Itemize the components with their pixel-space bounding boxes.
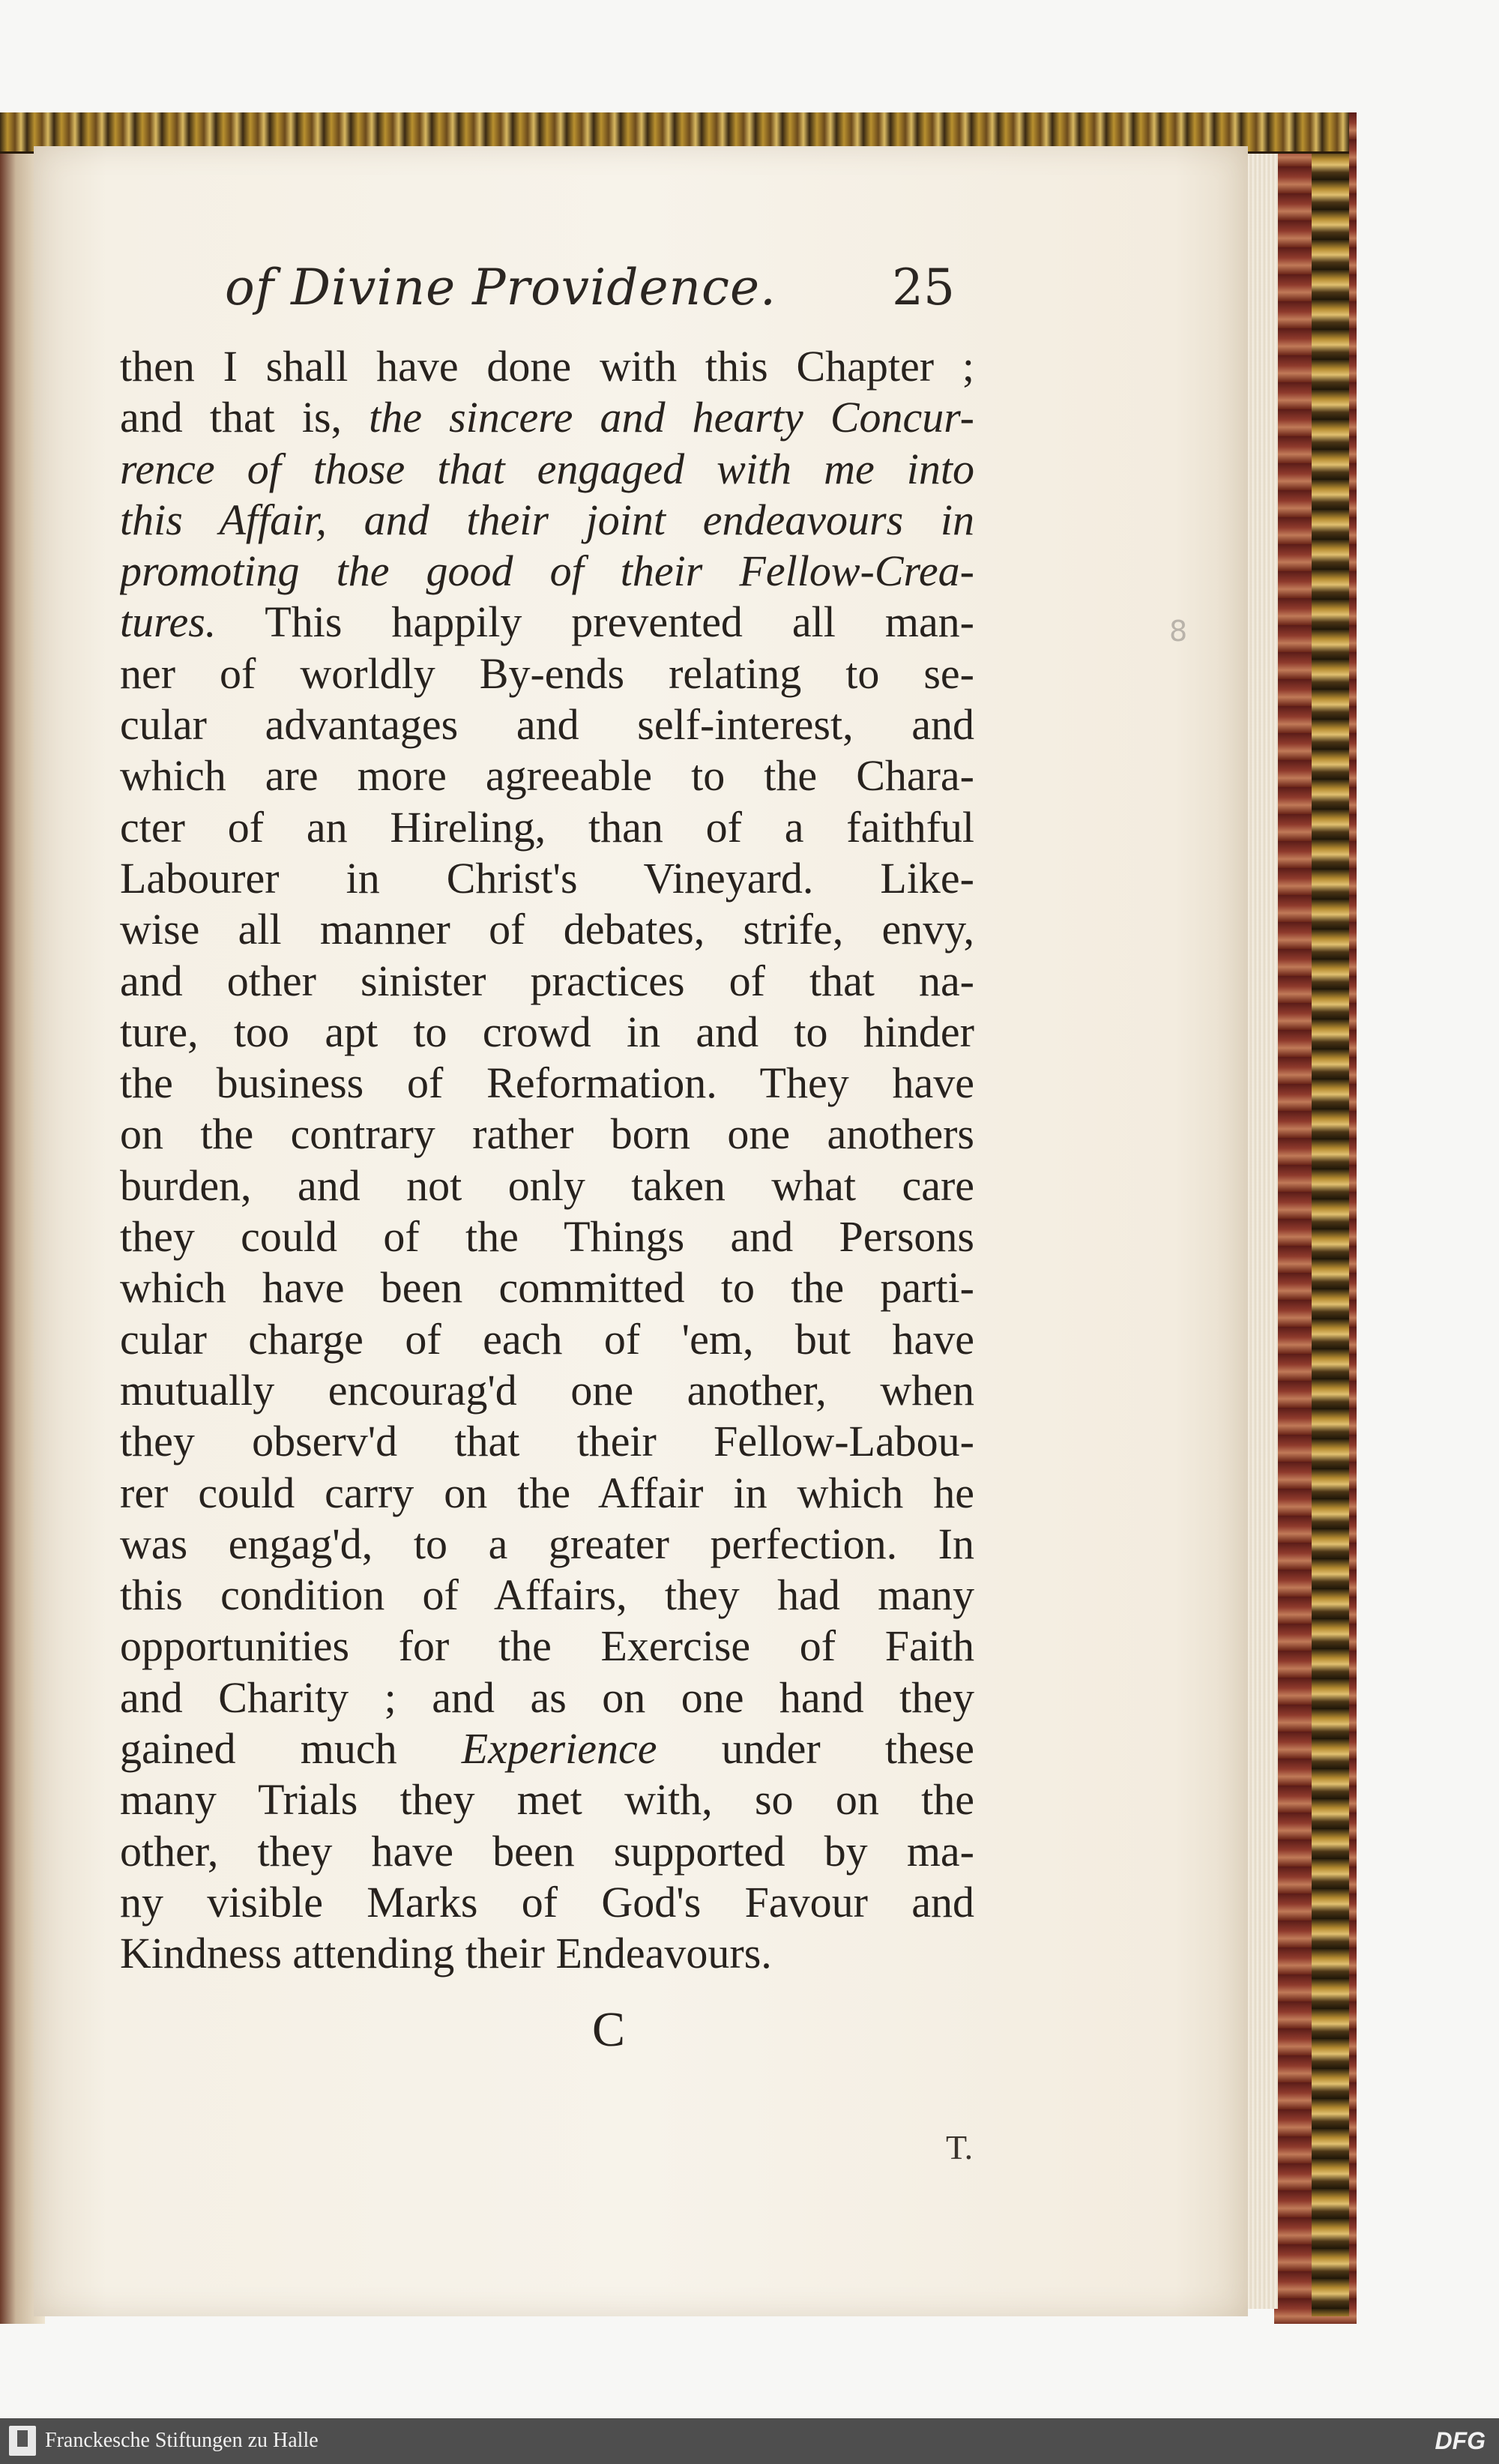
text-line — [120, 699, 974, 750]
text-line — [120, 802, 974, 853]
text-run: ny visible Marks of God's Favour and — [120, 1877, 974, 1927]
text-line — [120, 1262, 974, 1313]
text-line — [120, 1007, 974, 1058]
text-run: cular charge of each of 'em, but have — [120, 1314, 974, 1364]
italic-run: promoting the good of their Fellow-Crea- — [120, 546, 974, 596]
text-run: they could of the Things and Persons — [120, 1212, 974, 1262]
text-line — [120, 1621, 974, 1672]
text-line — [120, 1468, 974, 1519]
text-run: ner of worldly By-ends relating to se- — [120, 648, 974, 698]
italic-run: this Affair, and their joint endeavours in — [120, 495, 974, 544]
text-run: and Charity ; and as on one hand they — [120, 1672, 974, 1722]
footer-institution: Franckesche Stiftungen zu Halle — [45, 2429, 319, 2452]
text-run: wise all manner of debates, strife, envy, — [120, 905, 974, 954]
text-line — [120, 1877, 974, 1928]
page-number: 25 — [892, 259, 955, 316]
text-line — [120, 444, 974, 495]
text-run: they observ'd that their Fellow-Labou- — [120, 1417, 974, 1466]
text-run: on the contrary rather born one anothers — [120, 1109, 974, 1159]
text-run: This happily prevented all man- — [216, 597, 974, 647]
text-run: which have been committed to the parti- — [120, 1263, 974, 1313]
text-run: under these — [657, 1724, 974, 1774]
text-line — [120, 597, 974, 648]
text-run: cter of an Hireling, than of a faithful — [120, 802, 974, 852]
text-line — [120, 1058, 974, 1109]
institution-logo-icon — [9, 2426, 36, 2456]
text-line — [120, 546, 974, 597]
text-line — [120, 1519, 974, 1570]
signature-mark: C — [592, 2002, 626, 2057]
italic-run: Experience — [461, 1724, 657, 1774]
text-line — [120, 1160, 974, 1211]
body-text — [120, 341, 974, 1980]
page-fore-edge — [1244, 150, 1278, 2309]
bottom-margin-mark: T. — [946, 2128, 974, 2166]
text-line — [120, 1723, 974, 1774]
text-line — [120, 1672, 974, 1723]
text-line — [120, 392, 974, 443]
text-line — [120, 750, 974, 801]
text-line — [120, 1416, 974, 1467]
text-run: gained much — [120, 1724, 462, 1774]
text-run: burden, and not only taken what care — [120, 1160, 974, 1210]
italic-run: the sincere and hearty Concur- — [369, 393, 974, 442]
text-run: and other sinister practices of that na- — [120, 956, 974, 1005]
text-line — [120, 1826, 974, 1877]
pencil-annotation: 8 — [1169, 615, 1188, 648]
text-run: then I shall have done with this Chapter ; — [120, 342, 974, 391]
text-line — [120, 341, 974, 392]
text-line — [120, 956, 974, 1007]
text-line — [120, 1365, 974, 1416]
gilt-ornament-border — [1312, 120, 1349, 2316]
text-line — [120, 904, 974, 955]
text-run: and that is, — [120, 393, 370, 442]
italic-run: rence of those that engaged with me into — [120, 444, 974, 493]
text-run: cular advantages and self-interest, and — [120, 700, 974, 750]
text-run: the business of Reformation. They have — [120, 1058, 974, 1108]
text-line — [120, 495, 974, 546]
text-run: ture, too apt to crowd in and to hinder — [120, 1007, 974, 1056]
text-run: Kindness attending their Endeavours. — [120, 1929, 772, 1978]
text-run: rer could carry on the Affair in which he — [120, 1468, 974, 1517]
italic-run: tures. — [120, 597, 217, 647]
text-line — [120, 1928, 974, 1979]
text-line — [120, 1211, 974, 1262]
dfg-logo: DFG — [1435, 2427, 1486, 2454]
text-line — [120, 1774, 974, 1825]
text-run: this condition of Affairs, they had many — [120, 1570, 974, 1620]
text-run: many Trials they met with, so on the — [120, 1775, 974, 1825]
running-title: of Divine Providence. — [225, 259, 777, 316]
text-line — [120, 1109, 974, 1160]
text-run: mutually encourag'd one another, when — [120, 1365, 974, 1415]
text-run: was engag'd, to a greater perfection. In — [120, 1519, 974, 1568]
text-run: opportunities for the Exercise of Faith — [120, 1621, 974, 1671]
text-line — [120, 1570, 974, 1621]
text-run: which are more agreeable to the Chara- — [120, 751, 974, 801]
text-line — [120, 1314, 974, 1365]
text-run: Labourer in Christ's Vineyard. Like- — [120, 853, 974, 903]
text-line — [120, 853, 974, 904]
text-run: other, they have been supported by ma- — [120, 1826, 974, 1876]
text-line — [120, 648, 974, 699]
